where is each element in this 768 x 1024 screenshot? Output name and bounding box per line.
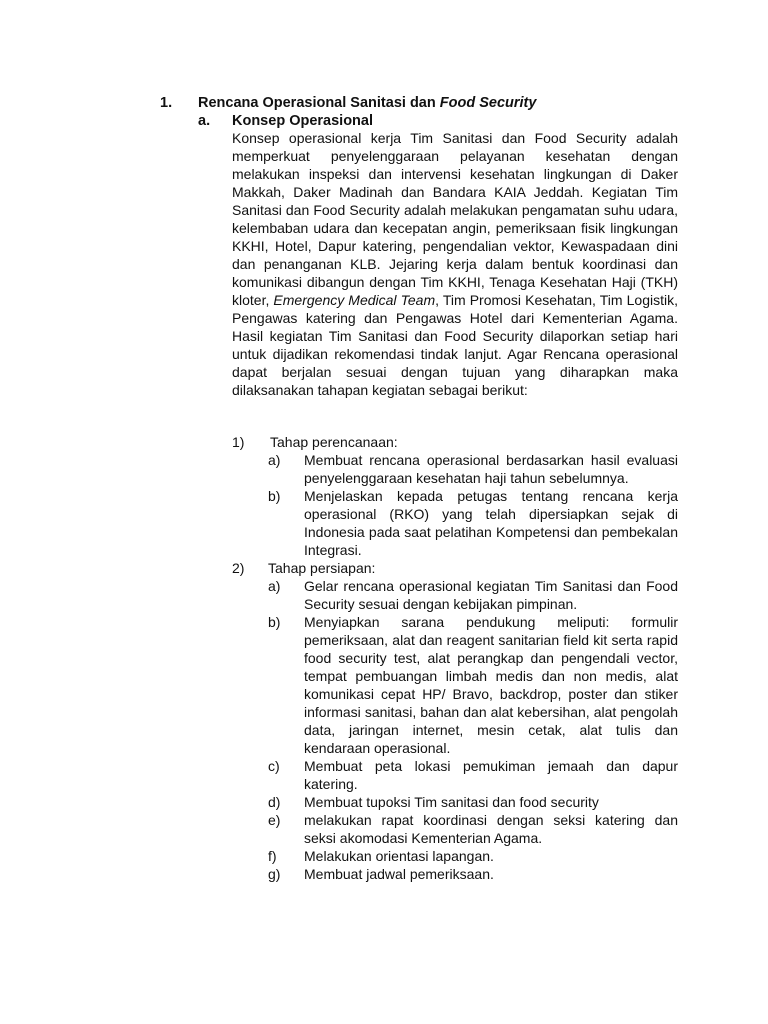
step-number: 2) xyxy=(232,560,245,576)
step-label: Tahap perencanaan: xyxy=(270,434,398,450)
list-item-letter: f) xyxy=(268,848,277,864)
paragraph-part-1: Konsep operasional kerja Tim Sanitasi dan Food Security adalah memperkuat penyelenggaraan pelayanan kesehatan dengan melakukan inspeksi dan intervensi kesehatan lingkungan di Daker Makkah, Daker Madinah dan Bandara KAIA Jeddah. Kegiatan Tim Sanitasi dan Food Security adalah melakukan pengamatan suhu udara, kelembaban udara dan kecepatan angin, pemeriksaan fisik lingkungan KKHI, Hotel, Dapur katering, pengendalian vektor, Kewaspadaan dini dan penanganan KLB. Jejaring kerja dalam bentuk koordinasi dan komunikasi dibangun dengan Tim KKHI, Tenaga Kesehatan Haji (TKH) kloter, xyxy=(232,130,678,308)
list-item-text: Menyiapkan sarana pendukung meliputi: formulir pemeriksaan, alat dan reagent sanitarian field kit serta rapid food security test, alat perangkap dan pengendali vector, tempat pembuangan limbah medis dan non medis, alat komunikasi cepat HP/ Bravo, backdrop, poster dan stiker informasi sanitasi, bahan dan alat kebersihan, alat pengolah data, jaringan internet, mesin cetak, alat tulis dan kendaraan operasional. xyxy=(304,614,678,756)
list-item xyxy=(232,757,678,793)
list-item-text: Membuat rencana operasional berdasarkan hasil evaluasi penyelenggaraan kesehatan haji tahun sebelumnya. xyxy=(304,452,678,486)
list-item-text: Membuat jadwal pemeriksaan. xyxy=(304,866,494,882)
step-label: Tahap persiapan: xyxy=(268,560,376,576)
list-item-text: Menjelaskan kepada petugas tentang rencana kerja operasional (RKO) yang telah dipersiapkan sejak di Indonesia pada saat pelatihan Kompetensi dan pembekalan Integrasi. xyxy=(304,488,678,558)
section-title-plain: Rencana Operasional Sanitasi dan xyxy=(198,95,440,111)
list-item-letter: g) xyxy=(268,866,281,882)
list-item-letter: c) xyxy=(268,758,280,774)
step xyxy=(232,559,678,883)
paragraph-part-2: , Tim Promosi Kesehatan, Tim Logistik, Pengawas katering dan Pengawas Hotel dari Kementerian Agama. Hasil kegiatan Tim Sanitasi dan Food Security dilaporkan setiap hari untuk dijadikan rekomendasi tindak lanjut. Agar Rencana operasional dapat berjalan sesuai dengan tujuan yang diharapkan maka dilaksanakan tahapan kegiatan sebagai berikut: xyxy=(232,292,678,398)
list-item xyxy=(232,865,678,883)
list-item-letter: b) xyxy=(268,614,281,630)
list-item xyxy=(232,793,678,811)
body-paragraph xyxy=(232,129,678,399)
list-item-letter: d) xyxy=(268,794,281,810)
steps-list xyxy=(232,433,678,883)
list-item xyxy=(232,451,678,487)
step-heading xyxy=(232,559,678,577)
list-item xyxy=(232,613,678,757)
step-number: 1) xyxy=(232,434,245,450)
list-item xyxy=(232,487,678,559)
subsection-title: Konsep Operasional xyxy=(232,113,374,129)
paragraph-italic: Emergency Medical Team xyxy=(273,292,436,308)
step-items xyxy=(232,451,678,559)
list-item xyxy=(232,847,678,865)
section-title xyxy=(198,94,536,112)
section-title-italic: Food Security xyxy=(439,95,537,111)
step xyxy=(232,433,678,559)
list-item-text: Gelar rencana operasional kegiatan Tim Sanitasi dan Food Security sesuai dengan kebijakan pimpinan. xyxy=(304,578,678,612)
list-item-text: Membuat tupoksi Tim sanitasi dan food security xyxy=(304,794,599,810)
section-number: 1. xyxy=(160,95,173,111)
list-item-text: Melakukan orientasi lapangan. xyxy=(304,848,494,864)
list-item-letter: a) xyxy=(268,452,281,468)
step-items xyxy=(232,577,678,883)
list-item-letter: a) xyxy=(268,578,281,594)
step-heading xyxy=(232,433,678,451)
list-item-letter: b) xyxy=(268,488,281,504)
list-item-text: Membuat peta lokasi pemukiman jemaah dan dapur katering. xyxy=(304,758,678,792)
list-item xyxy=(232,577,678,613)
list-item xyxy=(232,811,678,847)
subsection-letter: a. xyxy=(198,113,211,129)
list-item-letter: e) xyxy=(268,812,281,828)
list-item-text: melakukan rapat koordinasi dengan seksi katering dan seksi akomodasi Kementerian Agama. xyxy=(304,812,678,846)
